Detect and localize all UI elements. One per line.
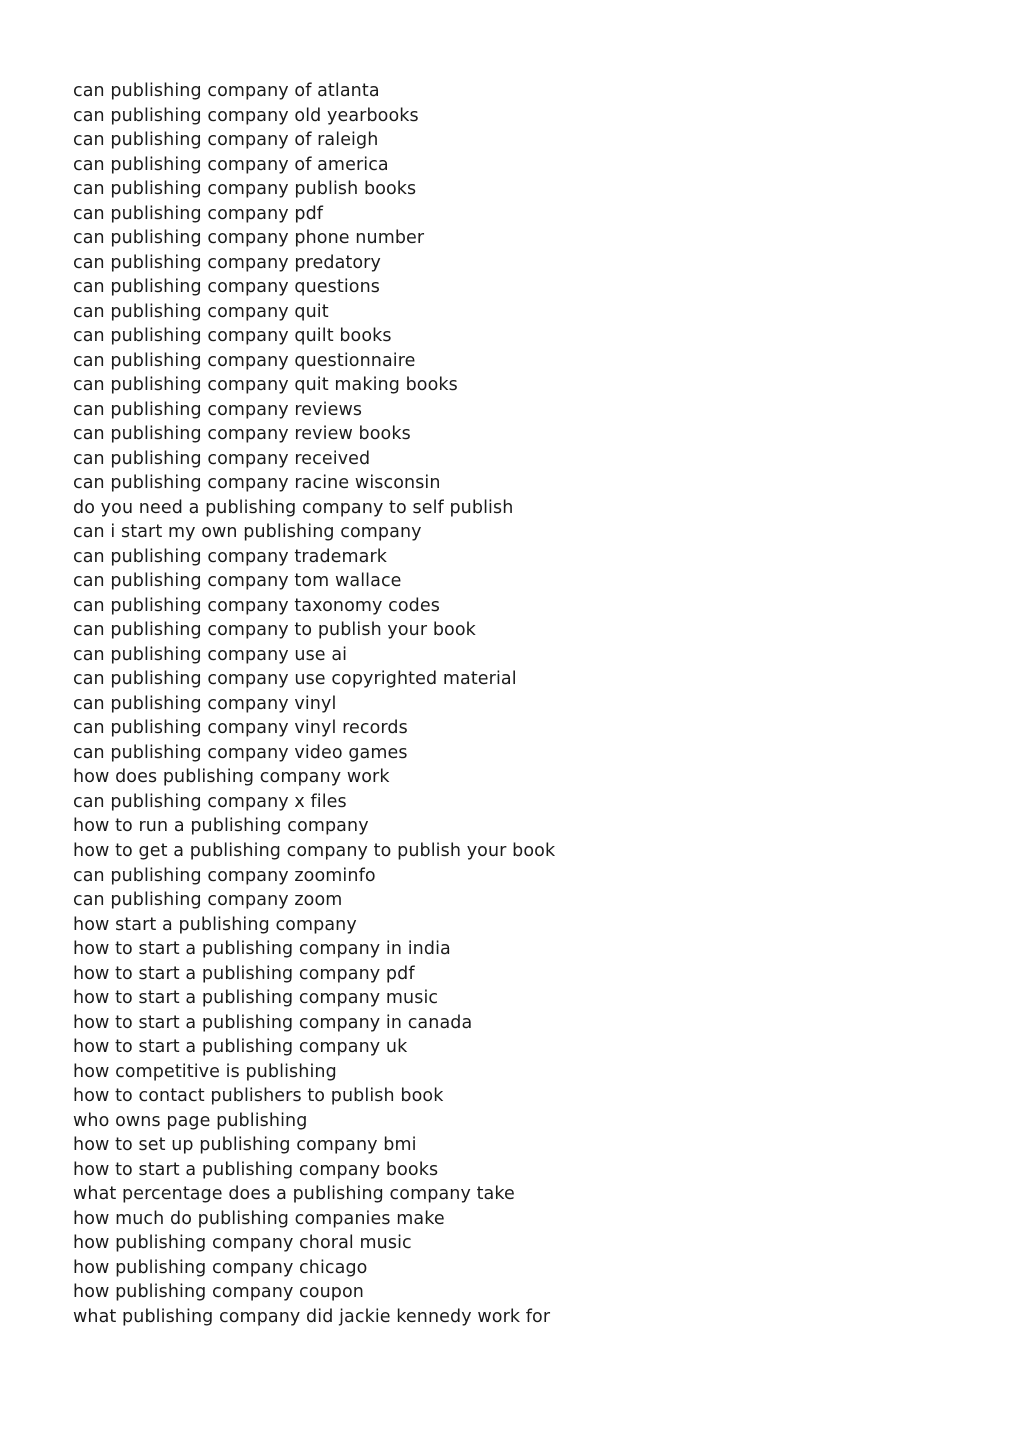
phrase-line: can publishing company pdf xyxy=(73,203,324,224)
phrase-line: can publishing company received xyxy=(73,448,371,469)
phrase-line: how publishing company choral music xyxy=(73,1233,412,1254)
phrase-line: can publishing company use ai xyxy=(73,644,348,665)
phrase-line: can publishing company vinyl records xyxy=(73,718,408,739)
phrase-line: can publishing company publish books xyxy=(73,179,417,200)
phrase-line: can publishing company use copyrighted material xyxy=(73,669,517,690)
phrase-line: what percentage does a publishing company take xyxy=(73,1184,515,1205)
phrase-line: how does publishing company work xyxy=(73,767,390,788)
phrase-line: how to start a publishing company books xyxy=(73,1159,439,1180)
phrase-line: how to run a publishing company xyxy=(73,816,369,837)
phrase-line: can publishing company trademark xyxy=(73,546,388,567)
phrase-line: can publishing company vinyl xyxy=(73,693,337,714)
phrase-line: can publishing company of raleigh xyxy=(73,130,379,151)
phrase-line: how to start a publishing company pdf xyxy=(73,963,415,984)
phrase-line: how to get a publishing company to publish your book xyxy=(73,840,556,861)
phrase-line: can publishing company to publish your book xyxy=(73,620,476,641)
phrase-line: can publishing company questionnaire xyxy=(73,350,416,371)
phrase-line: can publishing company of america xyxy=(73,154,389,175)
phrase-line: how publishing company chicago xyxy=(73,1257,368,1278)
phrase-line: how to start a publishing company in canada xyxy=(73,1012,473,1033)
phrase-line: can publishing company reviews xyxy=(73,399,363,420)
phrase-line: can publishing company zoom xyxy=(73,890,343,911)
phrase-line: can publishing company review books xyxy=(73,424,411,445)
phrase-line: can publishing company video games xyxy=(73,742,408,763)
phrase-line: can publishing company quit xyxy=(73,301,329,322)
phrase-line: can publishing company racine wisconsin xyxy=(73,473,441,494)
phrase-line: how to start a publishing company music xyxy=(73,988,439,1009)
phrase-line: how to start a publishing company in india xyxy=(73,939,451,960)
phrase-line: can i start my own publishing company xyxy=(73,522,422,543)
phrase-line: how to contact publishers to publish book xyxy=(73,1086,444,1107)
phrase-line: who owns page publishing xyxy=(73,1110,308,1131)
phrase-line: how much do publishing companies make xyxy=(73,1208,445,1229)
phrase-line: can publishing company questions xyxy=(73,277,381,298)
phrase-line: how to set up publishing company bmi xyxy=(73,1135,417,1156)
phrase-line: can publishing company zoominfo xyxy=(73,865,376,886)
phrase-line: can publishing company quit making books xyxy=(73,375,458,396)
phrase-line: can publishing company predatory xyxy=(73,252,381,273)
phrase-list xyxy=(73,79,555,1329)
phrase-line: how competitive is publishing xyxy=(73,1061,337,1082)
phrase-line: can publishing company phone number xyxy=(73,228,425,249)
phrase-line: can publishing company old yearbooks xyxy=(73,105,419,126)
phrase-line: can publishing company of atlanta xyxy=(73,81,380,101)
phrase-line: can publishing company quilt books xyxy=(73,326,392,347)
phrase-line: can publishing company x files xyxy=(73,791,347,812)
phrase-line: what publishing company did jackie kennedy work for xyxy=(73,1306,551,1327)
phrase-line: how publishing company coupon xyxy=(73,1282,364,1303)
phrase-line: can publishing company taxonomy codes xyxy=(73,595,440,616)
phrase-line: how to start a publishing company uk xyxy=(73,1037,408,1058)
phrase-line: how start a publishing company xyxy=(73,914,357,935)
phrase-line: do you need a publishing company to self publish xyxy=(73,497,514,518)
phrase-line: can publishing company tom wallace xyxy=(73,571,402,592)
